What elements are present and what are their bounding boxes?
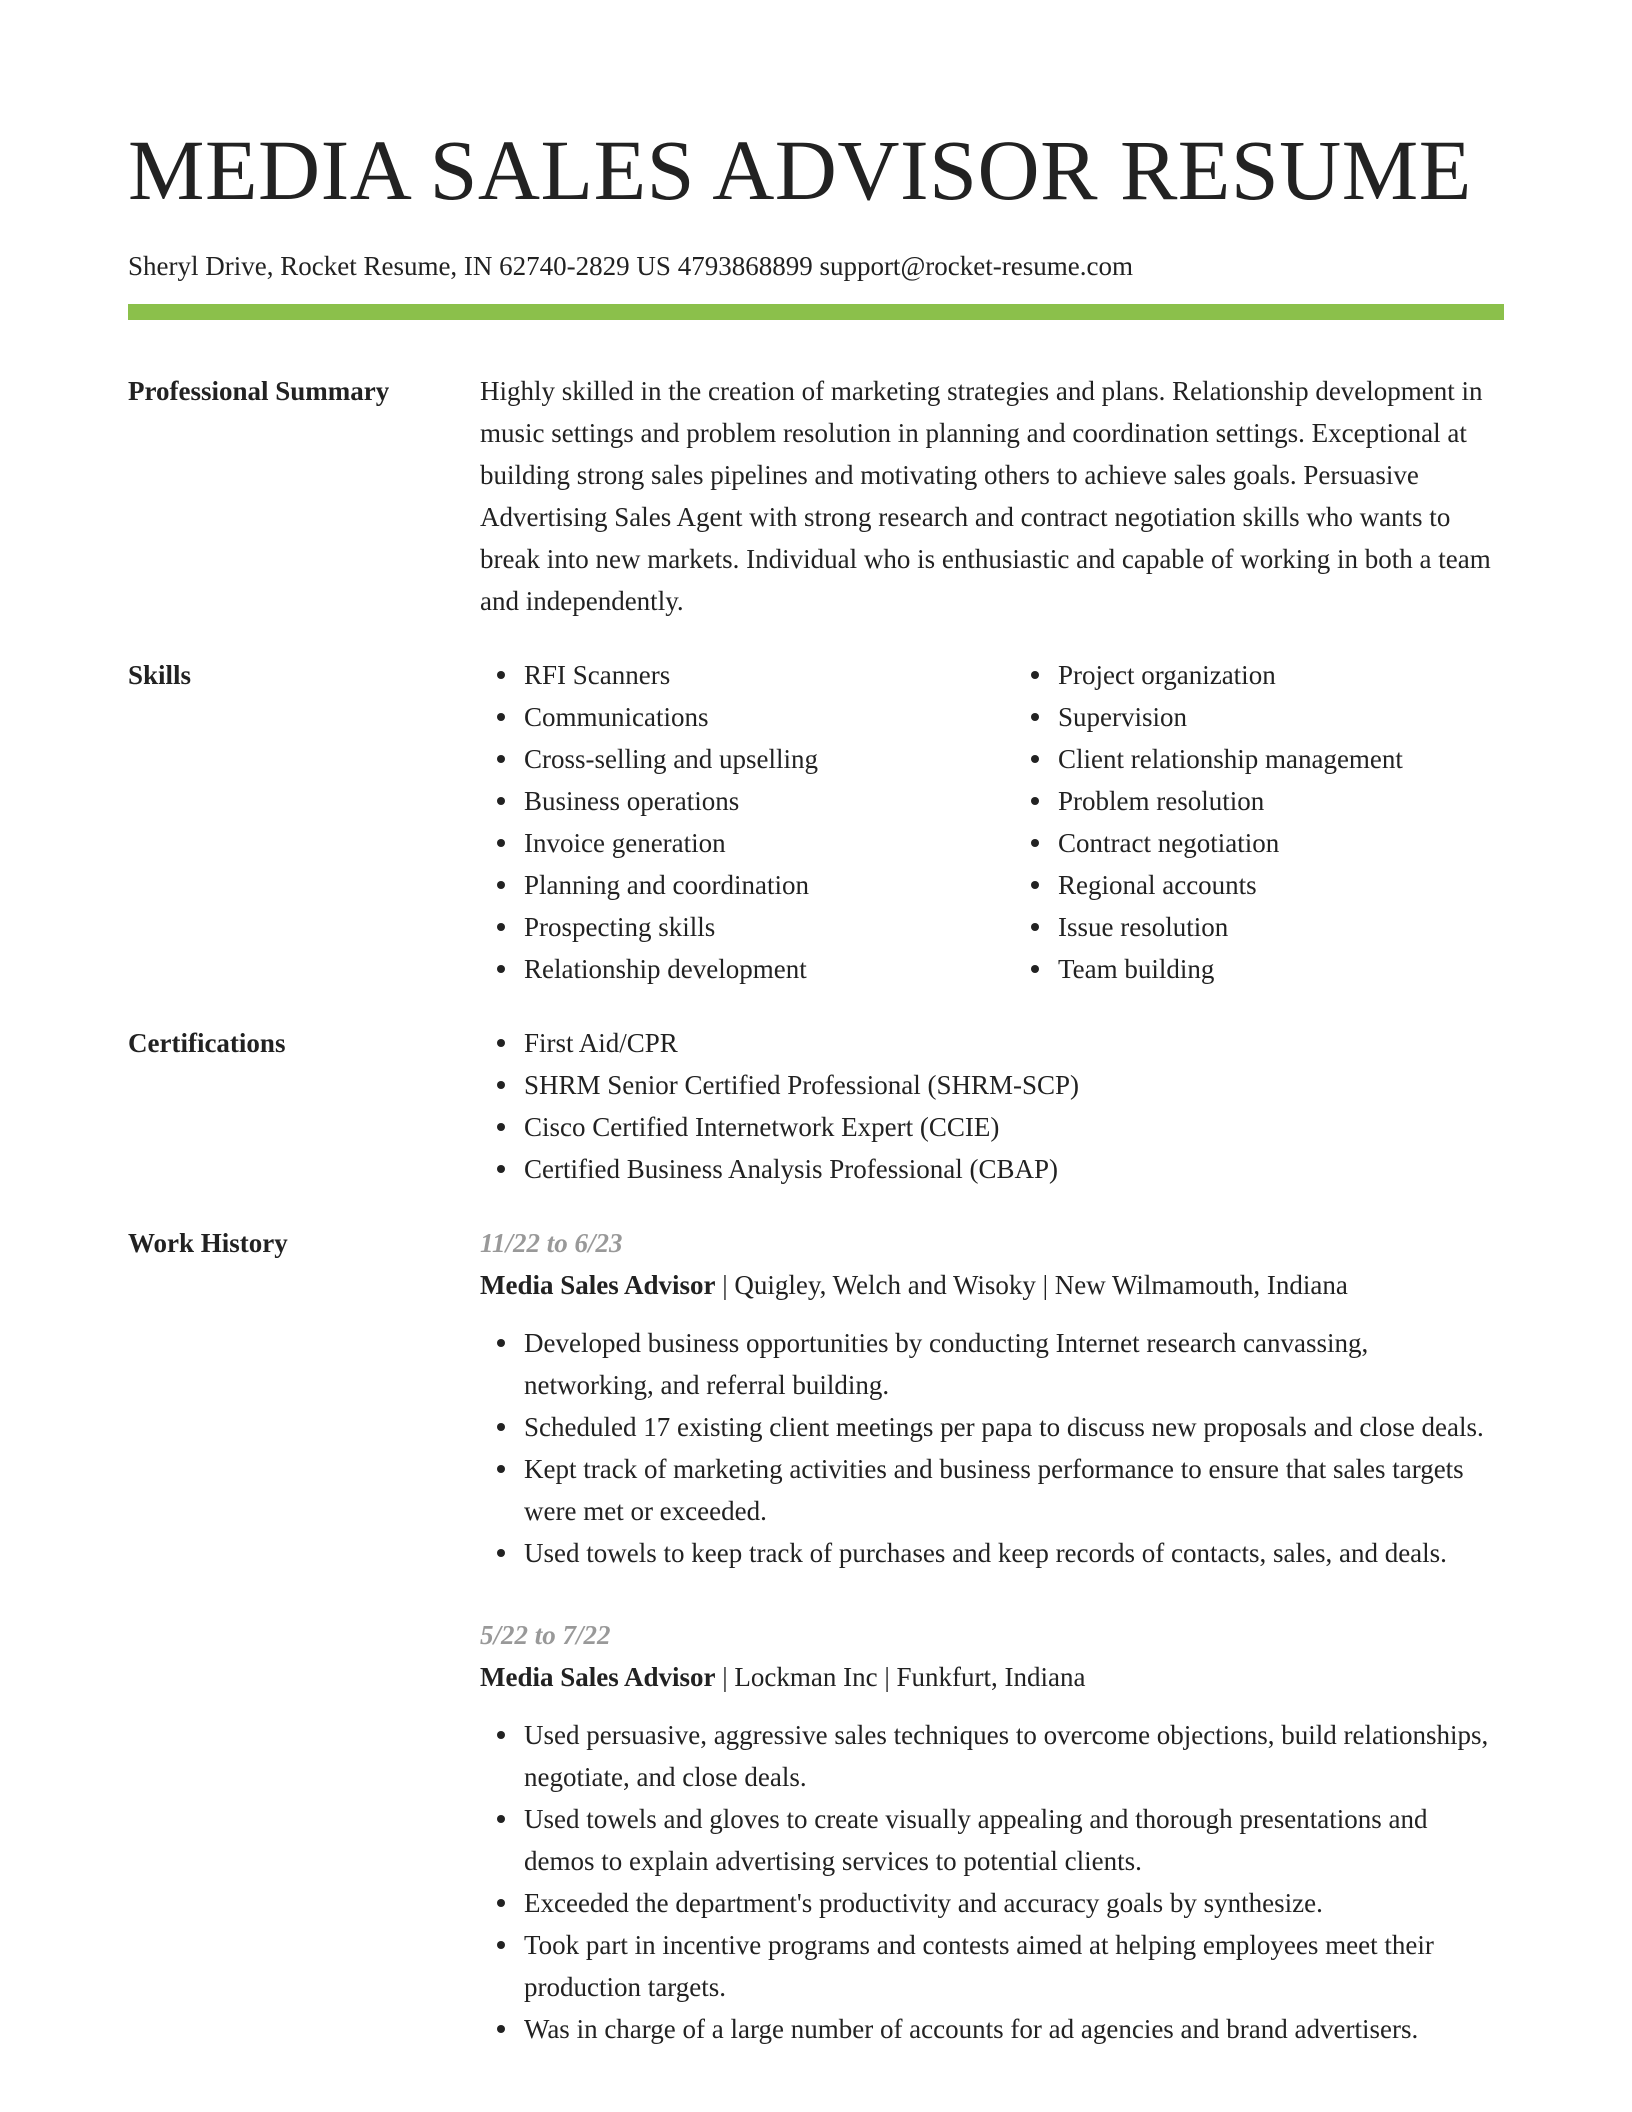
contact-email: support@rocket-resume.com bbox=[819, 251, 1133, 281]
skill-item: Planning and coordination bbox=[524, 864, 970, 906]
job-company-location: | Lockman Inc | Funkfurt, Indiana bbox=[715, 1662, 1086, 1692]
contact-address: Sheryl Drive, Rocket Resume, IN 62740-2829 US bbox=[128, 251, 671, 281]
resume-title: MEDIA SALES ADVISOR RESUME bbox=[128, 122, 1472, 218]
job-dates: 5/22 to 7/22 bbox=[480, 1620, 611, 1650]
skill-item: Contract negotiation bbox=[1058, 822, 1504, 864]
skill-item: Project organization bbox=[1058, 654, 1504, 696]
skill-item: Client relationship management bbox=[1058, 738, 1504, 780]
job-entry bbox=[480, 1222, 1504, 1574]
job-duty-item: Kept track of marketing activities and business performance to ensure that sales targets were met or exceeded. bbox=[524, 1448, 1504, 1532]
job-duties-list bbox=[480, 1322, 1504, 1574]
job-duty-item: Used towels to keep track of purchases and keep records of contacts, sales, and deals. bbox=[524, 1532, 1504, 1574]
job-title: Media Sales Advisor bbox=[480, 1662, 716, 1692]
skill-item: Regional accounts bbox=[1058, 864, 1504, 906]
certification-item: SHRM Senior Certified Professional (SHRM-SCP) bbox=[524, 1064, 1504, 1106]
certifications-section bbox=[128, 1022, 1504, 1190]
job-company-location: | Quigley, Welch and Wisoky | New Wilmamouth, Indiana bbox=[715, 1270, 1348, 1300]
job-duty-item: Was in charge of a large number of accounts for ad agencies and brand advertisers. bbox=[524, 2008, 1504, 2050]
skill-item: Business operations bbox=[524, 780, 970, 822]
job-entry bbox=[480, 1614, 1504, 2050]
job-dates: 11/22 to 6/23 bbox=[480, 1228, 623, 1258]
job-duty-item: Developed business opportunities by conducting Internet research canvassing, networking, and referral building. bbox=[524, 1322, 1504, 1406]
skill-item: Prospecting skills bbox=[524, 906, 970, 948]
job-duty-item: Used towels and gloves to create visually appealing and thorough presentations and demos to explain advertising services to potential clients. bbox=[524, 1798, 1504, 1882]
job-header bbox=[480, 1656, 1504, 1698]
skill-item: Issue resolution bbox=[1058, 906, 1504, 948]
skill-item: Invoice generation bbox=[524, 822, 970, 864]
job-duty-item: Scheduled 17 existing client meetings per papa to discuss new proposals and close deals. bbox=[524, 1406, 1504, 1448]
section-label-work-history: Work History bbox=[128, 1228, 288, 1258]
section-label-skills: Skills bbox=[128, 660, 192, 690]
job-duty-item: Used persuasive, aggressive sales techniques to overcome objections, build relationships, negotiate, and close deals. bbox=[524, 1714, 1504, 1798]
section-label-summary: Professional Summary bbox=[128, 376, 390, 406]
summary-text: Highly skilled in the creation of marketing strategies and plans. Relationship development in music settings and problem resolution in planning and coordination settings. Exceptional at building strong sales pipelines and motivating others to achieve sales goals. Persuasive Advertising Sales Agent with strong research and contract negotiation skills who wants to break into new markets. Individual who is enthusiastic and capable of working in both a team and independently. bbox=[480, 376, 1491, 616]
resume-page bbox=[128, 0, 1504, 2050]
contact-line bbox=[128, 246, 1504, 286]
skills-list-left bbox=[480, 654, 970, 990]
certification-item: Cisco Certified Internetwork Expert (CCIE) bbox=[524, 1106, 1504, 1148]
skill-item: Problem resolution bbox=[1058, 780, 1504, 822]
skills-grid bbox=[480, 654, 1504, 990]
skills-section bbox=[128, 654, 1504, 990]
certification-item: Certified Business Analysis Professional (CBAP) bbox=[524, 1148, 1504, 1190]
skills-list-right bbox=[1014, 654, 1504, 990]
skill-item: Supervision bbox=[1058, 696, 1504, 738]
skill-item: Relationship development bbox=[524, 948, 970, 990]
skill-item: RFI Scanners bbox=[524, 654, 970, 696]
certification-item: First Aid/CPR bbox=[524, 1022, 1504, 1064]
section-label-certifications: Certifications bbox=[128, 1028, 286, 1058]
skill-item: Team building bbox=[1058, 948, 1504, 990]
skill-item: Cross-selling and upselling bbox=[524, 738, 970, 780]
professional-summary-section bbox=[128, 370, 1504, 622]
job-duty-item: Took part in incentive programs and contests aimed at helping employees meet their production targets. bbox=[524, 1924, 1504, 2008]
job-duty-item: Exceeded the department's productivity and accuracy goals by synthesize. bbox=[524, 1882, 1504, 1924]
certifications-list bbox=[480, 1022, 1504, 1190]
work-history-section bbox=[128, 1222, 1504, 2050]
accent-divider bbox=[128, 304, 1504, 320]
contact-phone: 4793868899 bbox=[677, 251, 813, 281]
job-title: Media Sales Advisor bbox=[480, 1270, 716, 1300]
skill-item: Communications bbox=[524, 696, 970, 738]
job-duties-list bbox=[480, 1714, 1504, 2050]
job-header bbox=[480, 1264, 1504, 1306]
